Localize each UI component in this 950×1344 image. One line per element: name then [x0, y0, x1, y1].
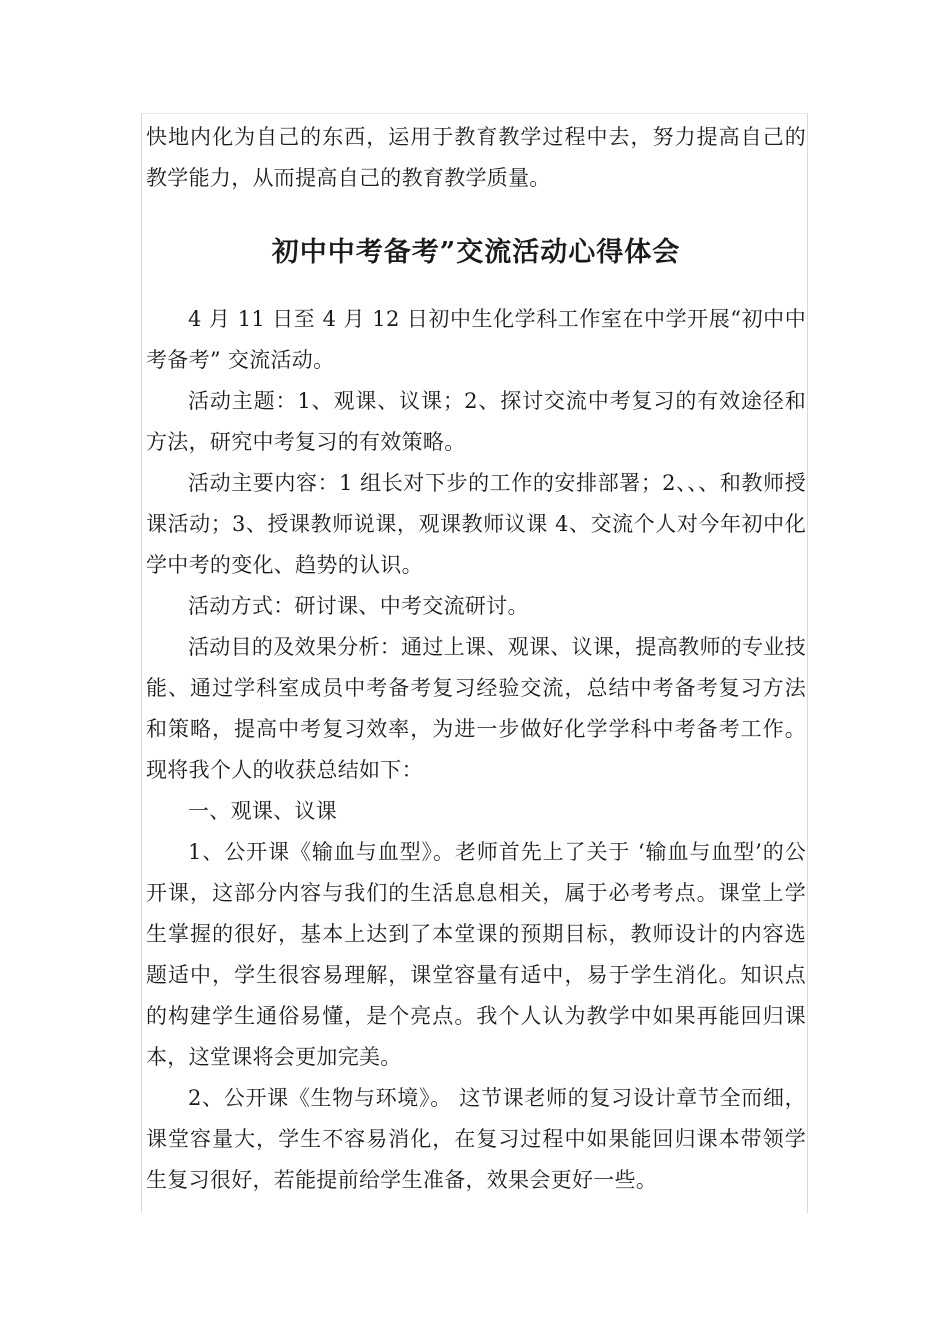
paragraph-activity-method: 活动方式：研讨课、中考交流研讨。 — [188, 594, 529, 618]
page-title: 初中中考备考”交流活动心得体会 — [271, 237, 681, 268]
document-body — [146, 117, 806, 1201]
paragraph-activity-purpose: 活动目的及效果分析：通过上课、观课、议课，提高教师的专业技能、通过学科室成员中考备考复习经验交流，总结中考备考复习方法和策略，提高中考复习效率，为进一步做好化学学科中考备考工作。现将我个人的收获总结如下： — [146, 635, 806, 782]
paragraph-activity-theme: 活动主题：1、观课、议课；2、探讨交流中考复习的有效途径和方法，研究中考复习的有效策略。 — [146, 389, 806, 454]
intro-continuation: 快地内化为自己的东西，运用于教育教学过程中去，努力提高自己的教学能力，从而提高自己的教育教学质量。 — [146, 125, 806, 190]
paragraph-activity-content: 活动主要内容：1 组长对下步的工作的安排部署；2、、、和教师授课活动；3、授课教师说课，观课教师议课 4、交流个人对今年初中化学中考的变化、趋势的认识。 — [146, 471, 806, 577]
paragraph-lesson-environment: 2、公开课《生物与环境》。 这节课老师的复习设计章节全而细，课堂容量大，学生不容易消化，在复习过程中如果能回归课本带领学生复习很好，若能提前给学生准备，效果会更好一些。 — [146, 1086, 806, 1192]
paragraph-lesson-blood: 1、公开课《输血与血型》。老师首先上了关于 ‘输血与血型’的公开课，这部分内容与我们的生活息息相关，属于必考考点。课堂上学生掌握的很好，基本上达到了本堂课的预期目标，教师设计的内容选题适中，学生很容易理解，课堂容量有适中，易于学生消化。知识点的构建学生通俗易懂，是个亮点。我个人认为教学中如果再能回归课本，这堂课将会更加完美。 — [146, 840, 806, 1069]
section-heading-observe: 一、观课、议课 — [188, 799, 338, 823]
paragraph-activity-date: 4 月 11 日至 4 月 12 日初中生化学科工作室在中学开展“初中中考备考” 交流活动。 — [146, 307, 806, 372]
